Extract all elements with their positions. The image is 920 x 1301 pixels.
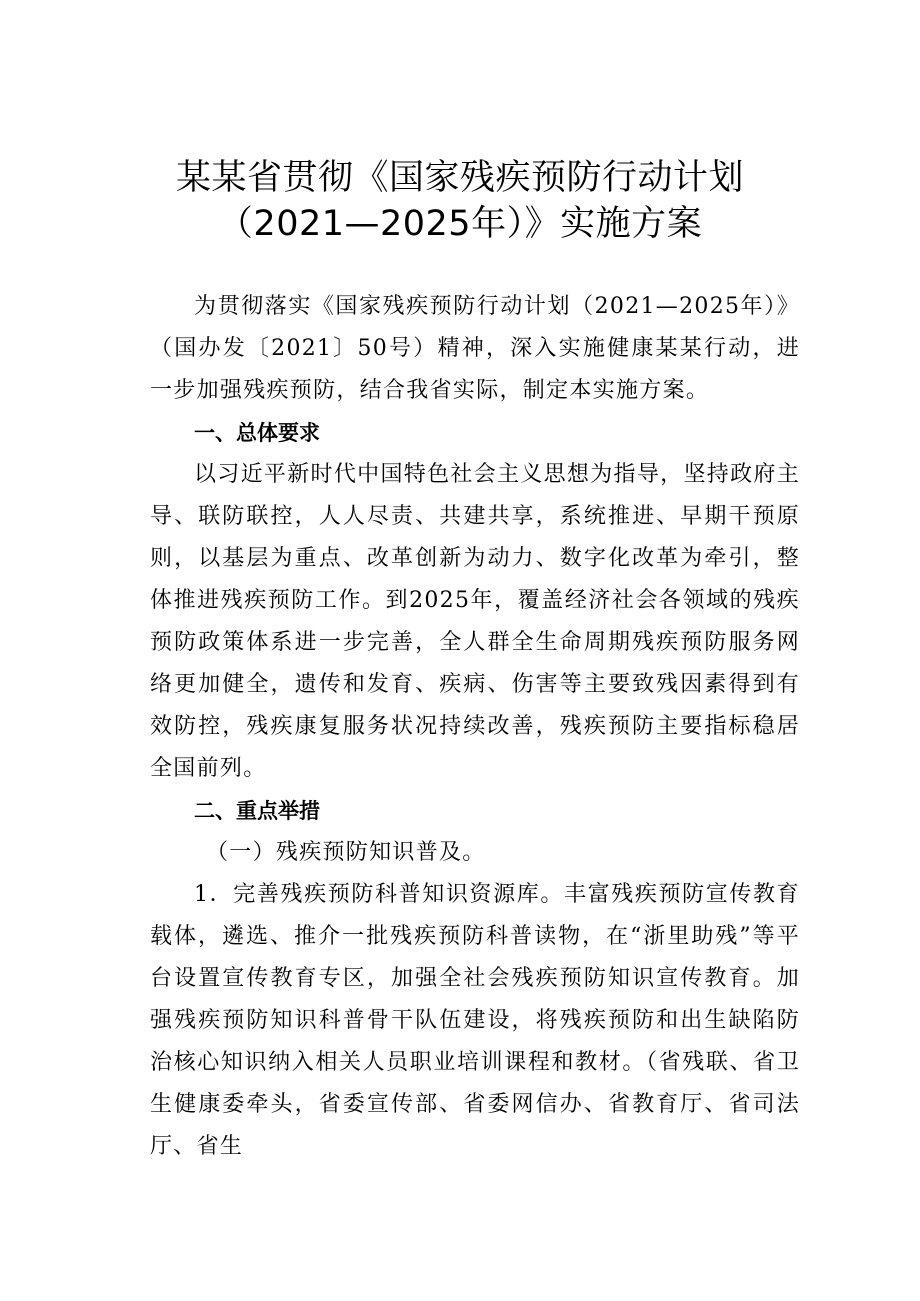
document-title-line-1: 某某省贯彻《国家残疾预防行动计划 (175, 158, 744, 198)
section-heading-general-requirements: 一、总体要求 (194, 421, 320, 445)
document-title-line-2: （2021—2025年）》实施方案 (217, 204, 703, 244)
subsection-heading-knowledge: （一）残疾预防知识普及。 (206, 840, 486, 865)
general-requirements-paragraph: 以习近平新时代中国特色社会主义思想为指导，坚持政府主导、联防联控，人人尽责、共建共享，系统推进、早期干预原则，以基层为重点、改革创新为动力、数字化改革为牵引，整体推进残疾预防工作。到2025年，覆盖经济社会各领域的残疾预防政策体系进一步完善，全人群全生命周期残疾预防服务网络更加健全，遗传和发育、疾病、伤害等主要致残因素得到有效防控，残疾康复服务状况持续改善，残疾预防主要指标稳居全国前列。 (150, 462, 800, 781)
section-heading-key-measures: 二、重点举措 (194, 799, 320, 823)
item-1-paragraph: 1．完善残疾预防科普知识资源库。丰富残疾预防宣传教育载体，遴选、推介一批残疾预防科普读物，在“浙里助残”等平台设置宣传教育专区，加强全社会残疾预防知识宣传教育。加强残疾预防知识科普骨干队伍建设，将残疾预防和出生缺陷防治核心知识纳入相关人员职业培训课程和教材。（省残联、省卫生健康委牵头，省委宣传部、省委网信办、省教育厅、省司法厅、省生 (150, 882, 800, 1159)
document-body (150, 286, 800, 1168)
intro-paragraph: 为贯彻落实《国家残疾预防行动计划（2021—2025年）》（国办发〔2021〕50号）精神，深入实施健康某某行动，进一步加强残疾预防，结合我省实际，制定本实施方案。 (150, 294, 800, 403)
